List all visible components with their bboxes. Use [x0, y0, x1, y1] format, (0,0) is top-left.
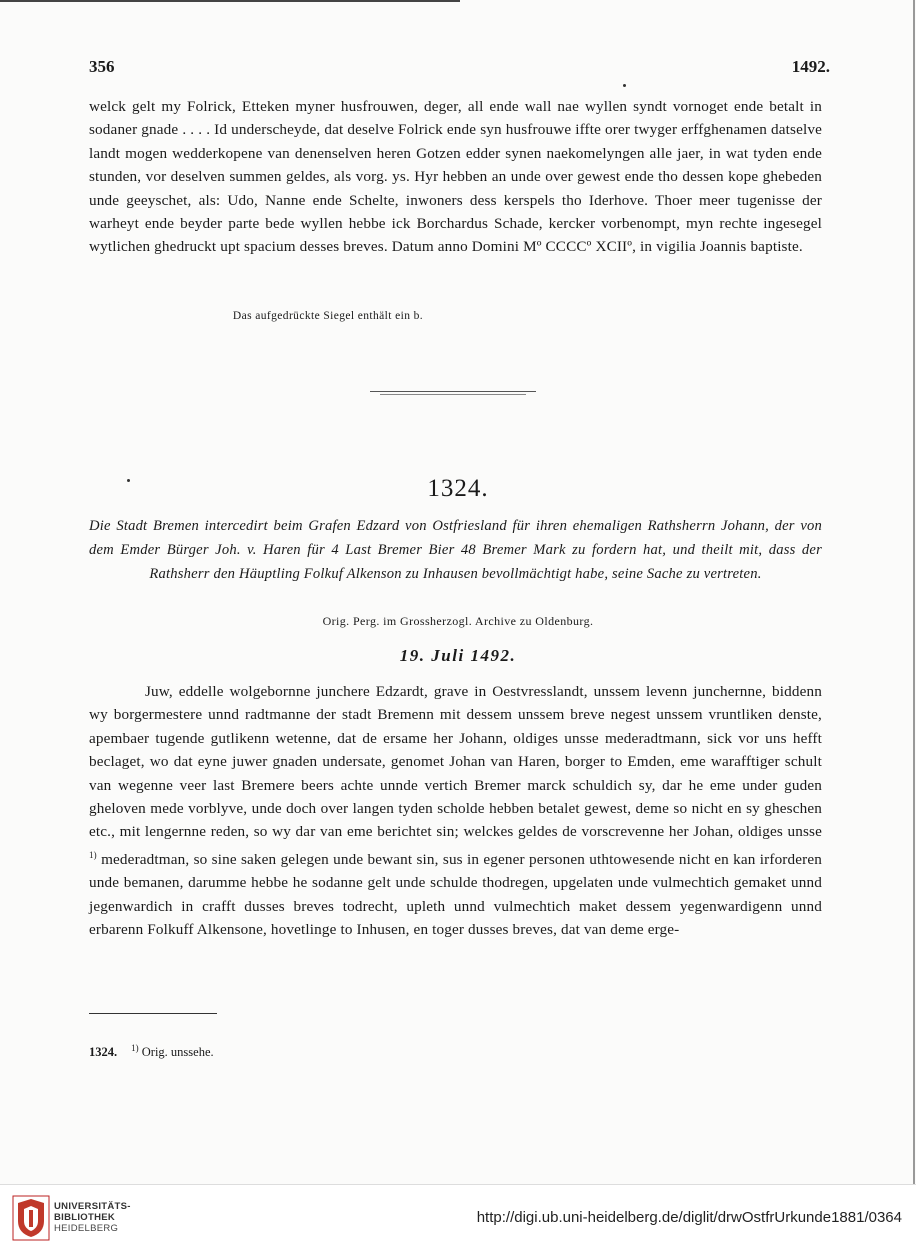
document-number: 1324.: [427, 475, 489, 502]
footnote-text: Orig. unssehe.: [141, 1045, 214, 1060]
source-url-link[interactable]: http://digi.ub.uni-heidelberg.de/diglit/drwOstfrUrkunde1881/0364: [476, 1209, 902, 1226]
page-edge-top: [0, 0, 460, 2]
document-body: [89, 680, 822, 942]
university-seal-icon: [12, 1195, 50, 1241]
body-text-part2: mederadtman, so sine saken gelegen unde bewant sin, sus in egener personen uthtowesende nicht en kan irforderen unde bemanen, darumme hebbe he sodanne gelt unde schulde thodregen, upgelaten unde vulmechtich gemaket unnd jegenwardich in crafft dusses breves todrecht, upleth unnd vulmechtich maket dessem yegenwardigenn unnd erbarenn Folkuff Alkensone, hovetlinge to Inhusen, en toger dusses breves, dat van deme erge-: [89, 850, 822, 939]
footnote-doc-ref: 1324.: [89, 1045, 118, 1060]
source-note: Orig. Perg. im Grossherzogl. Archive zu Oldenburg.: [322, 614, 594, 628]
seal-note: Das aufgedrückte Siegel enthält ein b.: [232, 310, 424, 322]
page-year: 1492.: [791, 57, 830, 76]
previous-document-text: welck gelt my Folrick, Etteken myner husfrouwen, deger, all ende wall nae wyllen syndt vornoget ende betalt in sodaner gnade . . . . Id underscheyde, dat deselve Folrick ende syn husfrouwe iffte orer twyger erffghenamen datselve landt mogen wedderkopene van denenselven heren Gotzen edder synen naekomelyngen alle jaer, in wat tyden ende stunden, vor deselven summen geldes, als vorg. ys. Hyr hebben an unde over gewest ende tho dessen kope ghebeden unde geeyschet, als: Udo, Nanne ende Schelte, inwoners dess kerspels tho Iderhove. Thoer meer tugenisse der warheyt ende beyder parte bede wyllen hebbe ick Borchardus Schade, kercker vorbenompt, myn rechte ingesegel wytlichen ghedruckt upt spacium desses breves. Datum anno Domini Mº CCCCº XCIIº, in vigilia Joannis baptiste.: [89, 98, 822, 256]
footnote-marker[interactable]: 1): [89, 849, 97, 860]
speck: [127, 479, 130, 482]
section-divider: [370, 391, 536, 392]
body-text-part1: Juw, eddelle wolgebornne junchere Edzardt, grave in Oestvresslandt, unssem levenn junchernne, biddenn wy borgermestere unnd radtmanne der stadt Bremenn mit dessem unssem breve negest unssem vruntliken denste, apembaer tugende gutlikenn wetenne, dat de ersame her Johann, oldiges unsse mederadtmann, sick vor uns hefft beclaget, wo dat eyne juwer gnaden undersate, genomet Johan van Haren, borger to Emden, eme warafftiger schult van wegenne veer last Bremere beers achte unnde vertich Bremer marck schuldich sy, dar he eme under guden gheloven mede vorblyve, unde doch over langen tyden scholde hebben betalet gewest, deme so nicht en sy gheschen etc., mit lengernne reden, so wy dar van eme berichtet sin; welckes geldes de vorscrevenne her Johan, oldiges unsse: [89, 683, 822, 841]
document-date: 19. Juli 1492.: [399, 646, 517, 665]
footnote-rule: [89, 1013, 217, 1014]
speck: [623, 84, 626, 87]
library-name-line2: BIBLIOTHEK: [54, 1212, 116, 1223]
page-edge-right: [913, 0, 915, 1184]
footnote-marker-ref: 1): [131, 1043, 139, 1053]
library-name-line1: UNIVERSITÄTS-: [54, 1201, 131, 1212]
footer-bar: [0, 1184, 916, 1251]
library-name-line3: HEIDELBERG: [54, 1223, 119, 1234]
page-number: 356: [89, 57, 115, 76]
footnote: [89, 1043, 214, 1060]
section-divider-lower: [380, 394, 526, 395]
document-summary: Die Stadt Bremen intercedirt beim Grafen Edzard von Ostfriesland für ihren ehemaligen Rathsherrn Johann, der von dem Emder Bürger Joh. v. Haren für 4 Last Bremer Bier 48 Bremer Mark zu fordern hat, und theilt mit, dass der Rathsherr den Häuptling Folkuf Alkenson zu Inhausen bevollmächtigt habe, seine Sache zu vertreten.: [89, 518, 822, 583]
library-name: [54, 1201, 131, 1234]
